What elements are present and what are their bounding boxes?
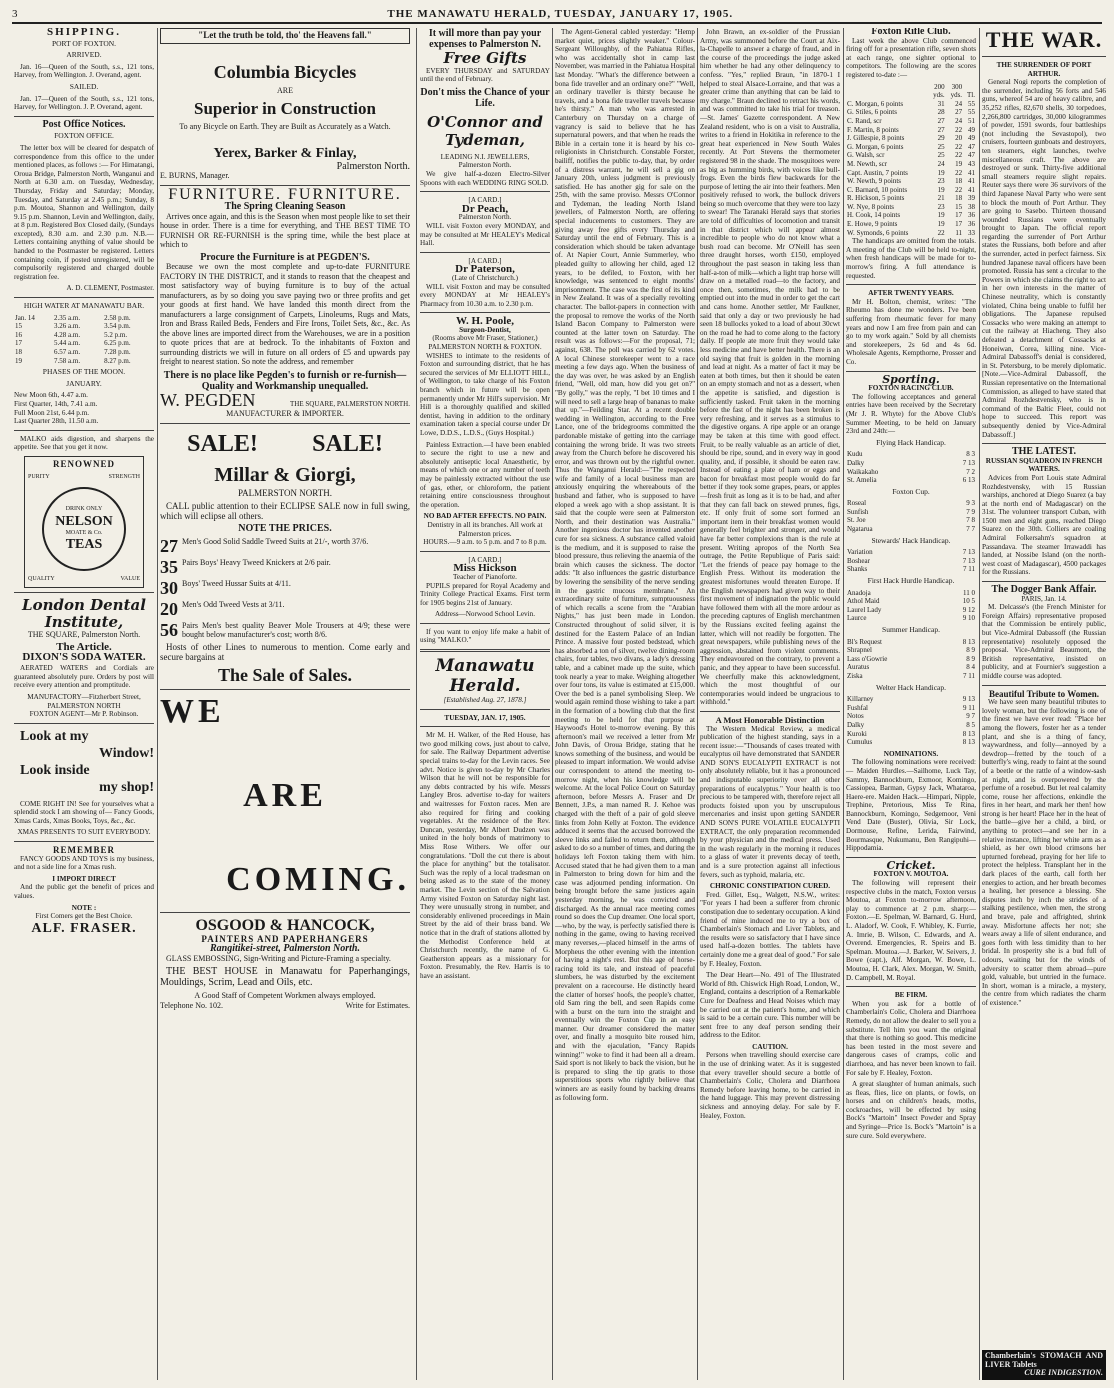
dixon-agent: FOXTON AGENT—Mr P. Robinson. [29,710,139,719]
table-row: 15 3.26 a.m. 3.54 p.m. [15,322,131,331]
we-word: WE [160,692,225,730]
oconnor-tydeman: O'Connor and Tydeman, [427,112,543,149]
hickson-sub: Teacher of Pianoforte. [453,572,517,581]
sporting-heading: Sporting. [882,372,940,386]
remember-body: FANCY GOODS AND TOYS is my business, and not a side line for a Xmas rush. [14,854,154,872]
post-office-sub: FOXTON OFFICE. [54,131,114,141]
card-label: [A CARD.] [468,256,502,265]
sale-of-sales: The Sale of Sales. [217,664,352,685]
after-twenty-years: AFTER TWENTY YEARS. [868,289,954,298]
nelson-teas-ad [24,456,144,588]
moon-item: Last Quarter 28th, 11.50 a.m. [14,417,99,426]
paterson-body: WILL visit Foxton and may be consulted every MONDAY at Mr HEALEY's Pharmacy from 10.30 a.m. to 2.30 p.m. [420,282,550,308]
list-item: 35 Pairs Boys' Heavy Tweed Knickers at 2/6 pair. [160,556,331,577]
table-row: C. Barnard, 10 points 19 22 41 [847,185,975,194]
column-rule [843,28,844,1380]
honorable-body: The Western Medical Review, a medical publication of the highest standing, says in a recent issue:—"Thousands of cases treated with eucalyptus oil have demonstrated that SANDER AND SON'S EUCALYPTI EXTRACT is not only absolutely reliable, but it has a pronounced and indisputable superiority over all other preparations of eucalyptus." Your health is too precious to be tampered with, therefore reject all products foisted upon you by unscrupulous mercenaries and insist upon getting SANDER AND SON'S PURE VOLATILE EUCALYPTI EXTRACT, the only preparation recommended by your physician and the medical press. Used in the wash regularly in the morning it reduces to a glass of water it prevents decay of teeth, and is a sure protection against all infectious fevers, such as typhoid, malaria, etc. [700,724,840,879]
tribute-body: We have seen many beautiful tributes to lovely woman, but the following is one of the finest we have ever read: "Place her among the flowers, foster her as a tender plant, and she is a thing of fancy, waywardness, and folly—annoyed by a dewdrop—fretted by the touch of a butterfly's wing, ready to faint at the sound of a beetle or the rattle of a window-sash at night, and is overpowered by the perfume of a rosebud. But let real calamity come, rouse her affections, enkindle the fires in her heart, and mark her then! how strong is her heart! Place her in the heat of the battle—give her a child, a bird, or anything to protect—and see her in a relative instance, lifting her white arm as a shield, as her own blood crimsons her upturned forehead, praying for her life to protect the helpless. Transplant her in the dark places of the earth, call forth her energies to action, and her breath becomes a healing, her presence a blessing. She disputes inch by inch the strides of a stalking pestilence, when men, the strong and brave, pale and affrighted, shrink away. Misfortune affects her not; she wears away a life of silent endurance, and goes forth with less timidity than to her bridal. In prosperity she is a bud full of odours, waiting but for the winds of adversity to scatter them abroad—pure gold, valuable, but untried in the furnace. In short, woman is a miracle, a mystery, the centre from which radiates the charm of existence." [982,698,1106,1007]
window-line: Look inside [20,762,90,778]
nominations-title: NOMINATIONS. [883,749,939,758]
peach-body: WILL visit Foxton every MONDAY, and may be consulted at Mr HEALEY's Medical Hall. [420,221,550,248]
herald-nameplate: Manawatu Herald. [435,656,535,697]
moon-month: JANUARY. [66,378,102,388]
column-1 [14,28,154,1380]
masthead-page-number: 3 [12,8,19,20]
card-label: [A CARD.] [468,196,502,205]
caution-body: Persons when travelling should exercise care in the use of drinking water. As it is suggested that every traveller should secure a bottle of Chamberlain's Colic, Cholera and Diarrhoea Remedy before leaving home, to be carried in the hand luggage. This may prevent distressing sickness and annoying delay. For sale by F. Healey, Foxton. [700,1051,840,1120]
furniture-heading: FURNITURE. FURNITURE. [168,185,402,203]
table-row: F. Martin, 8 points 27 22 49 [847,125,975,134]
table-row: Jan. 14 2.35 a.m. 2.58 p.m. [15,313,131,322]
remember-title: REMEMBER [53,845,115,856]
table-row: 19 7.58 a.m. 8.27 p.m. [15,356,131,365]
rifle-scores-table [846,83,976,238]
list-item: 56 Pairs Men's best quality Beaver Mole Trousers at 4/9; these were bought below manufacturer's cost; worth 8/6. [160,619,410,640]
surrender-title: THE SURRENDER OF PORT ARTHUR. [996,61,1092,78]
dixon-factory: MANUFACTORY—Fitzherbert Street, PALMERSTON NORTH [27,692,141,710]
racing-intro: The following acceptances and general entries have been received by the Secretary (Mr J. R. Whyte) for the Above Club's Summer Meeting, to be held on January 23rd and 24th:— [846,392,976,436]
painless-extraction: Painless Extraction.—I have been enabled to secure the right to use a new and absolutely antiseptic local Anaesthetic, by means of which one or any number of teeth may be painlessly extracted without the use of gas, ether, or chloroform, the patient retaining entire consciousness throughout the operation. [420,440,550,509]
be-firm: BE FIRM. [894,991,928,1000]
table-row: 200 300 [934,82,963,91]
flying-hack: Flying Hack Handicap. [876,437,946,447]
bicycles-line: To any Bicycle on Earth. They are Built as Accurately as a Watch. [179,122,391,131]
summer-list [846,638,976,681]
will-more-pay: It will more than pay your expenses to Palmerston N. [428,28,542,50]
post-office-body: The letter box will be cleared for despatch of correspondence from this office to the under mentioned places, as follows :— For Himatangi, Oroua Bridge, Palmerston North, Wanganui and North at 6.30 a.m. on Tuesday, Wednesday, Thursday, Friday and Saturday; Monday, Tuesday, and Saturday at 2.45 p.m.; Sunday, 8 p.m. Moutoa, Shannon and Wellington, daily 9.15 p.m. Shannon, Levin and Wellington, daily, at 8 p.m. Registered Box Closed daily, (Sundays excepted), 8.30 a.m. and 2.30 p.m. N.B.—Letters containing anything of value should be handed to the Postmaster be registered. Letters containing coin, if posted unregistered, will be compulsorily registered and charged double registration fee. [14,143,154,281]
dixon-title: DIXON'S SODA WATER. [22,651,146,664]
table-row: Kudu 8 3 [847,450,975,459]
dogger-title: The Dogger Bank Affair. [991,584,1097,596]
tide-title: HIGH WATER AT MANAWATU BAR. [23,301,145,311]
paterson-sub: (Late of Christchurch.) [451,273,519,282]
oconnor-give: We give half-a-dozen Electro-Silver Spoons with each WEDDING RING SOLD. [420,169,550,187]
table-row: Capt. Austin, 7 points 19 22 41 [847,168,975,177]
shipping-title: SHIPPING. [47,28,121,38]
painters: PAINTERS AND PAPERHANGERS [201,933,369,944]
dr-peach: Dr Peach, [461,202,509,215]
tide-table [14,314,154,366]
table-row: Cumulus 8 13 [847,738,975,747]
table-row: W. Nye, 8 points 23 15 38 [847,202,975,211]
honorable-title: A Most Honorable Distinction [715,714,825,725]
pegden-name: W. PEGDEN [160,389,256,410]
table-row: Dalky 7 13 [847,458,975,467]
sale-word: SALE! [187,430,258,457]
war-body: General Nogi reports the completion of the surrender, including 56 forts and 546 guns, whereof 54 are of heavy calibre, and 35,252 rifles, 82,670 shells, 30 torpedoes, 2,266,800 cartridges, 30,000 kilogrammes of powder, 1591 swords, four battleships (not including the Sevastopol), two cruisers, fourteen gunboats and destroyers, ten steamers, eight launches, twelve miscellaneous craft. The above are destroyed or sunk. Thirty-five additional small steamers require slight repairs. Reuter says there were 36 survivors of the third Japanese Naval Party who were sent to block the mouth of Port Arthur. They are going to Sasebo. Thirteen thousand wounded Russians were eventually brought to Japan. The official report regarding the surrender of Port Arthur states the Russians, both before and after the surrender, acted in perfect fairness. Six hundred Japanese naval officers have been promoted. Russia has sent a circular to the Powers in which she claims the right to act in her own interests in the matter of Chinese neutrality, which is constantly violated, China being unable to fulfil her obligations. The Japanese repulsed Cossacks who were making an attempt to cut the railway at Hiacheng. They also defeated a detachment of Cossacks at Honeiwan, Corea, killing nine. Vice-Admiral Dabassoff's denial is considered, in St. Petersburg, to be merely diplomatic. [Note.—Vice-Admiral Dabassoff, the Russian representative on the International Commission, as alleged to have stated that Admiral Rozhdestvensky, who is in command of the Baltic Fleet, could not hope to succeed. This report was subsequently denied by Vice-Admiral Dabassoff.] [982,78,1106,439]
furniture-body: Because we own the most complete and up-to-date FURNITURE FACTORY IN THE DISTRICT, and it stands to reason that the cheapest and most satisfactory way of buying furniture is to buy of the actual manufacturers, as by so doing you save paying two or three profits and get your goods at first hand. We have landed this month direct from the manufacturers a large consignment of Carpets, Linoleums, Rugs and Mats, Iron and Brass Railed Beds, Fenders and Fire Irons, Toilet Sets, &c., &c. As the above lines are imported direct from the Warehouses, we are in a position to quote prices that are at bedrock. To the inhabitants of Foxton and surrounding districts we will in future on all orders of £5 and upwards pay freight to nearest station. So note the address, and remember [160,262,410,366]
nelson-drink: DRINK ONLY [65,506,103,512]
bicycles-are: ARE [277,85,293,95]
table-row: Waikakaho 7 2 [847,467,975,476]
post-office-title: Post Office Notices. [42,118,126,130]
latest-body: Advices from Port Louis state Admiral Rozhdestvensky, with 15 Russian warships, anchored at Diego Suarez (a bay at the north end of Madagascar) on the 31st. The volunteer transport Cuban, with 1500 men and eight guns, reached Diego Suarez on the 30th. Colliers are coaling Admiral Folkersahm's squadron at Passandava. The steamer Irrawaddi has landed, at Nossibe Island (on the north-west coast of Madagascar), 4500 packages for the Russians. [982,473,1106,577]
table-row: yds. yds. Tl. [933,91,975,100]
squadron-title: RUSSIAN SQUADRON IN FRENCH WATERS. [985,456,1103,474]
alf-fraser: ALF. FRASER. [31,920,137,936]
cricket-heading: Cricket. [886,858,936,872]
are-word: ARE [243,776,327,814]
table-row: Shrapnel 8 9 [847,646,975,655]
table-row: Ziska 7 11 [847,671,975,680]
moon-title: PHASES OF THE MOON. [42,367,126,377]
welter-list [846,695,976,747]
dogger-body: M. Delcasse's (the French Minister for Foreign Affairs) representative proposed that the Commission be entirely public, but Vice-Admiral Dabassoff (the Russian representative) resolutely opposed the proposal. Vice-Admiral Beaumont, the British representative, insisted on publicity, and at Fournier's suggestion a middle course was adopted. [982,603,1106,680]
column-3 [420,28,550,1380]
nelson-purity: PURITY [28,474,50,481]
rifle-club-title: Foxton Rifle Club. [871,28,951,37]
column-2 [160,28,410,1380]
eclipse-sale: CALL public attention to their ECLIPSE SALE now in full swing, which will eclipse all others. [160,501,410,521]
table-row: Bl's Request 8 13 [847,637,975,646]
pegden-role: MANUFACTURER & IMPORTER. [226,409,344,418]
hickson-body: PUPILS prepared for Royal Academy and Trinity College Practical Exams. First term for 1905 begins 21st of January. [420,581,550,607]
list-item: 27 Men's Good Solid Saddle Tweed Suits at 21/-, worth 37/6. [160,535,369,556]
table-row: Roseal 9 3 [847,499,975,508]
rifle-intro: Last week the above Club commenced firing off for a presentation rifle, seven shots at each range, one sighter optional to competitors. The following are the scores registered to-date :— [846,36,976,79]
table-row: St. Amelia 6 13 [847,476,975,485]
column-rule [979,28,980,1380]
caution-title: CAUTION. [752,1042,788,1051]
free-body: EVERY THURSDAY and SATURDAY until the end of February. [420,66,550,84]
column-7 [982,28,1106,1380]
masthead-title: THE MANAWATU HERALD, TUESDAY, JANUARY 17, 1905. [387,8,734,20]
table-row: Killarney 9 13 [847,695,975,704]
note-prices: NOTE THE PRICES. [238,523,332,534]
cure-indigestion: CURE INDIGESTION. [1024,1368,1103,1378]
sailed-text: Jan. 17—Queen of the South, s.s., 121 tons, Harvey, for Wellington. J. P. Overand, agent. [14,94,154,112]
chronic-body: Fred. Gillet, Esq., Walgett, N.S.W., writes: "For years I had been a sufferer from chronic constipation due to sedentary occupation. A kind friend of mine induced me to try a box of Chamberlain's Stomach and Liver Tablets, and the results were so satisfactory that I have since used half-a-dozen bottles. The tablets have certainly done me a great deal of good." For sale by F. Healey, Foxton. [700,890,840,968]
write-for-estimates: Write for Estimates. [345,1000,410,1010]
procure: Procure the Furniture is at PEGDEN'S. [200,251,370,263]
nelson-name: NELSON [55,513,113,529]
column-4 [555,28,695,1380]
table-row: M. Newth, scr 24 19 43 [847,159,975,168]
nominations-body: The following nominations were received:— Maiden Hurdles.—Sailhome, Luck Tay, Sammy, Bannockburn, Exmoor, Komingo, Cassiopea, Barman, Gypsy Jack, Whataroa, Haere-ere. Maiden Hack.—Himpari, Nipple, Trephine, Pretorious, Miss Te Rina, Bannockburn, Komingo, Sedgemoor, Veni Vend Date (Buster), Olivia, Sir Lock, Dormouse, Refine, Lerida, Fairwind, Bourmasque, Nukumanu, Ben Rangipuhi—Hippodamia. [846,758,976,853]
slaughter: A great slaughter of human animals, such as fleas, flies, lice on plants, or fowls, on horses and on children's heads, moths, cockroaches, will be effected by using Bock's "Martoin" Insect Powder and Spray and Syringe—Price 1s. Bock's "Martoin" is a sure cure. Sold everywhere. [846,1080,976,1140]
xmas-presents: XMAS PRESENTS TO SUIT EVERYBODY. [17,828,151,837]
arrived-text: Jan. 16—Queen of the South, s.s., 121 tons, Harvey, from Wellington. J. Overand, agent. [14,62,154,80]
dear-hear: The Dear Heart—No. 491 of The Illustrated World of 8th. Chiswick High Road, London, W., England, contains a description of a Remarkable Cure for Deafness and Head Noises which may be carried out at the patient's home, and which is said to be a certain cure. This number will be sent free to any deaf person sending their address to the Editor. [700,971,840,1040]
news-items: Mr M. H. Walker, of the Red House, has two good milking cows, just about to calve, for sale. The Railway Department advertise special trains to-day for the Levin races. See advt. Notice is given to-day by Mr Charles Wilson that he will not be responsible for any debts contracted by his wife. Messrs Langley Bros. advertise to-day for waiters and waitresses for Foxton races. Men are also required for firing and cooking vegetables. At the residence of the Rev. Duncan, yesterday, Mr Albert Dudzen was united in the holy bonds of matrimony to Miss Rose Withers. We offer our congratulations. "Doll the cut there is about the place for anything" but the totalisator. Such was the reply of a local tradesman on being asked as to the state of the money market. The Levin section of the Salvation Army visited Foxton on Saturday night last. They were unusually strong in number, and considerably enlivened proceedings in Main Street by the aid of their brass band. We notice that in the draft of stations allotted by the Methodist Conference held at Christchurch recently, the name of G. Geatherston appears as a missionary for Foxton. Presumably, the Rev. Harris is to have an assistant. [420,731,550,980]
manager: E. BURNS, Manager. [160,171,230,180]
chamberlain-ad [982,1350,1106,1380]
table-row: C. Rand, scr 27 24 51 [847,116,975,125]
first-comers: First Comers get the Best Choice. [35,912,133,921]
table-row: C. Morgan, 6 points 31 24 55 [847,99,975,108]
racing-club-title: FOXTON RACING CLUB. [868,384,954,393]
latest-title: THE LATEST. [1011,446,1077,458]
table-row: W. Newth, 9 points 23 18 41 [847,177,975,186]
oconnor-place: Palmerston North. [458,161,512,170]
table-row: Fushfal 9 11 [847,703,975,712]
table-row: G. Stiles, 6 points 28 27 55 [847,108,975,117]
superior-construction: Superior in Construction [194,99,376,118]
leading-jewellers: LEADING N.I. JEWELLERS, [440,152,530,161]
spring-title: The Spring Cleaning Season [224,201,346,212]
free-gifts: Free Gifts [443,49,527,67]
nelson-value: VALUE [120,576,140,583]
rifle-note: The handicaps are omitted from the totals. A meeting of the Club will be held to-night, when fresh handicaps will be made for to-morrow's firing. A full attendance is requested. [846,237,976,280]
column-5 [700,28,840,1380]
column-6 [846,28,976,1380]
no-place-like: There is no place like Pegden's to furnish or re-furnish—Quality and Workmanship unequalled. [163,369,407,392]
dental-title: London Dental Institute, [22,595,146,631]
table-row: Variation 7 13 [847,548,975,557]
window-line: my shop! [99,779,154,795]
table-row: Dalky 8 5 [847,720,975,729]
table-row: G. Walsh, scr 25 22 47 [847,151,975,160]
poole-sub: Surgeon-Dentist, [459,325,511,334]
list-item: 20 Men's Odd Tweed Vests at 3/11. [160,598,285,619]
coming-word: COMING. [226,860,410,898]
column-rule [697,28,698,1380]
column-rule [157,28,158,1380]
best-house: THE BEST HOUSE in Manawatu for Paperhangings, Mouldings, Scrim, Lead and Oils, etc. [160,966,410,988]
dental-address: THE SQUARE, Palmerston North. [27,629,141,639]
glass-embossing: GLASS EMBOSSING, Sign-Writing and Picture-Framing a specialty. [166,953,391,963]
table-row: W. Symonds, 6 points 22 11 33 [847,228,975,237]
rangitikei-street: Rangitikei-street, Palmerston North. [209,943,360,954]
cricket-body: The following will represent their respective clubs in the match, Foxton versus Moutoa, at Foxton to-morrow afternoon, play to commence at 2 p.m. sharp:— Foxton.—E. Spelman, W. Barnard, G. Hurd, L. Aladorf, W. Cook, F. Whibley, K. Furrie, A. Imrie, B. Wilson, C. Edwards, and A. Overend. Emergencies, R. Speirs and B. Spelman. Moutoa.—J. Barker, W. Seivers, J. Bowe (capt.), Alf. Morgan, W. Bowe, L. Moutoa, H. Clark, Alex. Morgan, W. Smith, D. Campbell, M. Royal. [846,879,976,982]
import-direct: I IMPORT DIRECT [52,874,116,883]
sale-word: SALE! [312,430,383,457]
come-right-in: COME RIGHT IN! See for yourselves what a splendid stock I am showing of— Fancy Goods, Xmas Cards, Xmas Books, Toys, &c., &c. [14,799,154,825]
moon-item: First Quarter, 14th, 7.41 a.m. [14,399,98,408]
postmaster: A. D. CLEMENT, Postmaster. [66,284,154,293]
table-row: Notos 9 7 [847,712,975,721]
table-row: Boshear 7 13 [847,556,975,565]
nelson-renowned: RENOWNED [52,458,115,469]
table-row: H. Cook, 14 points 19 17 36 [847,211,975,220]
table-row: Laurce 9 10 [847,614,975,623]
poole-rooms: (Rooms above Mr Fraser, Stationer,) PALMERSTON NORTH & FOXTON. [428,334,542,352]
first-hack-list [846,589,976,623]
cup-list [846,499,976,533]
window-line: Window! [99,745,154,761]
spring-body: Arrives once again, and this is the Season when most people like to set their house in order. There is a time for everything, and THE BEST TIME TO FURNISH OR RE-FURNISH is the spring time, while the best place at which to [160,211,410,249]
chronic-title: CHRONIC CONSTIPATION CURED. [709,882,831,891]
welter-hack: Welter Hack Handicap. [876,682,946,692]
summer-handicap: Summer Handicap. [882,625,940,634]
arrived-label: ARRIVED. [66,50,102,60]
telephone: Telephone No. 102. [160,1000,223,1010]
table-row: 16 4.28 a.m. 5.2 p.m. [15,330,128,339]
workmen: A Good Staff of Competent Workmen always employed. [194,991,376,1000]
malko-ad: MALKO aids digestion, and sharpens the appetite. See that you get it now. [14,434,154,452]
dogger-dateline: PARIS, Jan. 14. [1021,594,1067,603]
table-row: Anadoja 11 0 [847,588,975,597]
table-row: 18 6.57 a.m. 7.28 p.m. [15,348,131,356]
public-benefit: And the public get the benefit of prices and values. [14,883,154,901]
nelson-company: MOATE & Co. [65,529,103,536]
nelson-quality: QUALITY [28,576,55,583]
table-row: 17 5.44 a.m. 6.25 p.m. [15,339,131,348]
table-row: Auratus 8 4 [847,663,975,672]
table-row: Lass o'Gowrie 8 9 [847,654,975,663]
dont-miss: Don't miss the Chance of your Life. [420,86,550,109]
the-war-heading: THE WAR. [985,28,1103,52]
table-row: E. Howe, 9 points 19 17 36 [847,220,975,229]
tribute-title: Beautiful Tribute to Women. [988,688,1099,699]
stewards-list [846,548,976,574]
hours: HOURS.—9 a.m. to 5 p.m. and 7 to 8 p.m. [423,538,547,547]
after-body: Mr H. Bolton, chemist, writes: "The Rheumo has done me wonders. I've been suffering from rheumatic fever for many years and now I am free from pain and can go to my work again." Sold by all chemists and storekeepers, 2s 6d and 4s 6d. Wholesale Agents, Kempthorne, Prosser and Co. [846,297,976,366]
osgood-hancock: OSGOOD & HANCOCK, [195,916,375,934]
moon-item: New Moon 6th, 4.47 a.m. [14,391,88,400]
poole-body: WISHES to intimate to the residents of Foxton and surrounding district, that he has secured the services of Mr ELLIOTT HILL, of Wellington, to take charge of his Foxton branch which in future will be open permanently under Mr Hill's supervision. Mr Hill is a thoroughly qualified and skilled dentist, having in addition to the ordinary examination taken a special course under Dr Lowe, D.D.S., L.D.S., (Guys Hospital.) [420,351,550,437]
peach-place: Palmerston North. [458,213,512,222]
table-row: Kuroki 8 13 [847,729,975,738]
issue-date: TUESDAY, JAN. 17, 1905. [444,713,526,722]
column-rule [552,28,553,1380]
table-row: St. Joe 7 8 [847,516,975,525]
port-title: PORT OF FOXTON. [51,38,117,48]
window-ad [14,728,154,796]
chamberlain-line: Chamberlain's STOMACH AND LIVER Tablets [985,1351,1103,1369]
millar-place: PALMERSTON NORTH. [238,487,332,498]
table-row: Athol Maid 10 5 [847,597,975,606]
hickson-address: Address—Norwood School Levin. [434,610,535,619]
motto: "Let the truth be told, tho' the Heavens fall." [160,28,410,44]
window-line: Look at my [20,728,89,744]
nelson-strength: STRENGTH [108,474,140,481]
dixon-body: AERATED WATERS and Cordials are guaranteed absolutely pure. Orders by post will receive every attention and promptitude. [14,664,154,690]
nelson-teas: TEAS [65,537,103,553]
article-heading: The Article. [56,640,112,653]
moon-item: Full Moon 21st, 6.44 p.m. [14,408,90,417]
table-row: R. Hickson, 5 points 21 18 39 [847,194,975,203]
first-hack-hurdle: First Hack Hurdle Handicap. [867,576,955,586]
table-row: Ngatarua 7 7 [847,525,975,534]
yerex-barker: Yerex, Barker & Finlay, [213,145,357,161]
dentistry: Dentistry in all its branches. All work at Palmerston prices. [427,520,543,538]
dr-paterson: Dr Paterson, [455,263,515,276]
malko-habit: If you want to enjoy life make a habit of using "MALKO." [420,627,550,645]
cricket-title: FOXTON V. MOUTOA. [873,870,949,879]
note-label: NOTE : [71,903,97,912]
nelson-seal-icon [42,487,126,571]
list-item: 30 Boys' Tweed Hussar Suits at 4/11. [160,577,291,598]
foxton-cup: Foxton Cup. [892,486,930,496]
table-row: Shanks 7 11 [847,565,975,574]
column-rule [416,28,417,1380]
news-items: The Agent-General cabled yesterday: "Hemp market quiet, prices slightly weaker." Colour-Sergeant Willoughby, of the Pahiatua Rifles, who was accidentally shot in camp last November, was married in the Pahiatua Hospital last Monday. "What's the difference between a bona fide traveller and an ordinary one?" "Well, an ordinary traveller is thirsty because he travels, and a bona fide traveller travels because he's thirsty." A man who was arrested in Canterbury on Thursday on a charge of vagrancy is said to believe that he has supernatural powers, and that when he reads the Bible in a certain tone it is heard by his co-religionists in Christchurch. Constable Forster, bailiff, notifies the public to-day, that, by order of a distress warrant, he will sell a gig on January 20th, unless judgment is previously satisfied. He has another gig for sale on the 25th, with the same proviso. Messrs O'Connor and Tydeman, the leading North Island jewellers, of Palmerston North, are offering special inducements to customers. They are giving away free gifts every Thursday and Saturday until the end of February. This is a consideration which should be taken advantage of. At Napier Court, Annie Summerley, who pleaded guilty to allowing her child, aged 12 years, to be defiled, to Foxton, with her knowledge, was sentenced to eight months' imprisonment. The case was the first of its kind in New Zealand. It was of a specially revolting character. The ballot-papers in connection with the proposal to remove the works of the North Island Bacon Company to Palmerston were counted at the latter town on Saturday. The result was as follows:—For the proposal, 71; against, 638. The poll was carried by 62 votes. A local Chinese storekeeper went to a race meeting a few days ago. When the business of the day was over, he was asked by an English friend, "Well, old man, how did you get on?" "By golly," was the reply, "I bet 10 times and I will need to sell a large heap of bananas to make that up."—Feilding Star. At a recent double wedding in Wellington, according to the Free Lance, one of the bridegrooms committed the pardonable mistake of getting into the carriage containing the wrong bride. It was two streets away from the Church before he discovered his error, and was thrown out by the rightful owner. Thus the Wanganui Herald:—"The respected wife and family of a local business man are anxiously enquiring the whereabouts of the husband and father, who is supposed to have eloped a week ago with a shop assistant. It is said that the couple were seen at Palmerston North, and their destination was Australia." Another ingenious doctor has invented another cure for sea sickness. A substance called valoid is the medium, and it is supposed to raise the blood pressure, thus relieving the anaemia of the brain which causes the sickness. The doctor adds: "It also influences the gastric disturbance by lowering the sensibility of the nerve sending in the gastric mucous membrane." An extraordinary suite of furniture, sumptuousness of which recalls a scene from the "Arabian Nights," has just been made in London. Constructed throughout of solid silver, it is destined for the Eastern Palace of an Indian Prince. A massive four posted bedstead, which has absorbed a ton of silver, twelve dining-room chairs, four tables, two divans, a lady's dressing table, and a cabinet made up the suite, which took nearly a year to make. Weighing altogether over four tons, its value is estimated at £15,000. Over the bed is a panel symbolising Sleep. We would again remind those wishing to take a part in the formation of a bowling club that the first meeting to be held for that purpose at Haywood's Hotel to-morrow evening. By this afternoon's mail we received a letter from Mr John Davis, of Oroua Bridge, stating that he knows something of the business, and would be pleased to impart information. We would advise our correspondent to attend the meeting to-morrow night, when his knowledge will be welcome. At the local Police Court on Saturday afternoon, before Messrs A. Fraser and Dr Bennett, J.P.s, a man named R. J. Kehoe was charged with the theft of a pair of gold sleeve links from John Kelly at Foxton. The evidence adduced it seems that the accused borrowed the sleeve links and failed to return them, although asked to do so a number of times, and during the holidays left Foxton taking them with him. Accused stated that he had given them to a man in Palmerston to bring down for him and the case was adjourned pending information. On being brought before the same justices again yesterday morning, he was convicted and discharged. As the annual race meeting comes round so does the Cup dreamer. One local sport,—who, by the way, is perfectly satisfied there is nothing in the game, owing to having received many reverses,—placed himself in the arms of Morpheus the other evening with the intention of having a night's rest. But this age of horse-racing told its tale, and instead of peaceful slumbers, he was disturbed by the excitement prevalent on a racecourse. He distinctly heard the clatter of horses' hoofs, the people's chatter, old Sam ring the bell, and seen Rapids come with a burst on the turn into the straight and eventually win the Foxton Cup in an easy manner. Our dreamer considered the matter over, and finally a mosquito bite roused him, and with the ejaculation, "Fancy Rapids winning!" woke to find it had been all a dream. Said sport is not likely to back the vision, but he is prepared to sling the tip gratis to those superstitious sports who rightly believe that winners are as easily found by backing dreams as following form. [555,28,695,1102]
bicycles-title: Columbia Bicycles [213,61,357,82]
flying-list [846,450,976,484]
table-row: Sunfish 7 9 [847,507,975,516]
yerex-place: Palmerston North. [336,160,410,172]
masthead [12,6,1102,24]
sailed-label: SAILED. [69,81,99,91]
miss-hickson: Miss Hickson [453,562,517,575]
table-row: Laurel Lady 9 12 [847,605,975,614]
pegden-address: THE SQUARE, PALMERSTON NORTH. [290,399,410,408]
hosts-of-lines: Hosts of other Lines to numerous to mention. Come early and secure bargains at [160,641,410,662]
millar-giorgi: Millar & Giorgi, [214,463,356,486]
table-row: G. Morgan, 6 points 25 22 47 [847,142,975,151]
news-items: John Brawn, an ex-soldier of the Prussian Army, was summoned before the Court at Aix-la-Chapelle to answer a charge of fraud, and in the course of the proceedings the judge asked him whether he had any other delinquency to confess. "Yes," replied Braun, "in 1870-1 I helped to steal Alsace-Lorraine, and that was a greater crime than anything that can be laid to my charge." Braun declined to retract his words, and was committed to take his trial for treason.—St. James' Gazette correspondent. A New Zealand resident, who is on a visit to Australia, writes to a friend in Hokitika in reference to the great heat experienced in New South Wales recently. At Port Stevens the thermometer registered 98 in the shade. The mosquitoes were as big as humming birds, with voices like bull-frogs. Even the birds flew backwards for the purpose of letting the air into their feathers. Men positively refused to work, the bullock drivers being so much overcome that they were too lazy to swear! The Taranaki Herald says that stories are told of difficulties of locomotion and transit in that district which will appear almost incredible to people who do not know what a bush road can become. Mr O'Neill has seen three draught horses, worth £150, employed throughout the past season in taking less than half-a-ton of milk—which a light trap horse will draw on a metalled road—to the factory, and once then, sometimes, the milk had to be emptied out into the mud in order to get the cart and cans home. Another settler, Mr Faulkner, said that only a day or two previously he had seen 18 bullocks yoked to a load of about 30cwt on the road he had to come along to the factory daily. If people ate more fruit they would take less medicine and have better health. There is an old saying that fruit is golden in the morning and lead at night. As a matter of fact it may be eaten at both times, but then it should be eaten on an empty stomach and not as a dessert, when the appetite is satisfied, and digestion is sufficiently tasked. Fruit taken in the morning before the fast of the night has been broken is very refreshing, and it serves as a stimulus to the digestive organs. A ripe apple or an orange may be taken at this time with good effect. Fruit, to be really valuable as an article of diet, should be ripe, sound, and in every way in good quality, and, if possible, it should be eaten raw. Instead of eating a plate of ham or eggs and bacon for breakfast most people would do far better if they took some grapes, pears, or apples—fresh fruit as long as it is to be had, and after that they can fall back on stewed prunes, figs, etc. If only fruit of some sort formed an important item in their breakfast women would generally feel brighter and stronger, and would have far better complexions than is the rule at present. Writing apropos of the North Sea outrage, the Petite Republique of Paris said: "Let the friends of peace pay homage to the English Press. Without its moderation the greatest misfortunes would threaten Europe. If the English newspapers had given way to their first movement of indignation the public would have followed them with all the more ardour as the preceding captures of English merchantmen by the Russians excited feeling against the latter, which will not readily be forgotten. The great newspapers, while publishing news of the aggression, abstained from violent comments. They endeavoured on the contrary, to prevent a panic, and they appear to have been successful. We cheerfully make this acknowledgment, which the most thoughtful of our contemporaries would indeed be ungracious to withhold." [700,28,840,707]
established: [Established Aug. 27, 1878.] [443,696,527,705]
no-bad-effects: NO BAD AFTER EFFECTS. NO PAIN. [423,512,547,521]
card-label: [A CARD.] [468,555,502,564]
stewards-hack: Stewards' Hack Handicap. [871,535,951,545]
table-row: J. Gillespie, 8 points 29 20 49 [847,134,975,143]
poole-name: W. H. Poole, [456,315,514,328]
firm-body: When you ask for a bottle of Chamberlain's Colic, Cholera and Diarrhoea Remedy, do not allow the dealer to sell you a substitute. Tell him you want the original that there is nothing so good. This medicine has been tested in the most severe and dangerous cases of cramps, colic and diarrhoea, and has never been known to fail. For sale by F. Healey, Foxton. [846,999,976,1077]
